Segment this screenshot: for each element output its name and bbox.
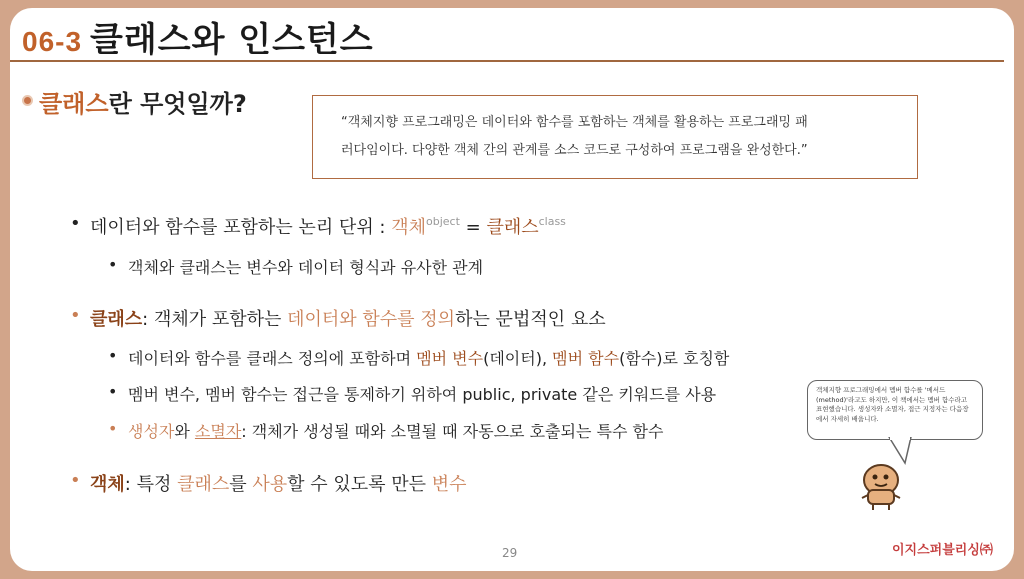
bullet-dot: • (70, 470, 81, 491)
note-speech-bubble (807, 380, 983, 440)
text: (함수)로 호칭함 (619, 349, 730, 368)
bullet-constructor-destructor (108, 419, 664, 442)
class-term: 클래스 (486, 217, 539, 238)
text: 멤버 변수, 멤버 함수는 접근을 통제하기 위하여 public, private 같은 키워드를 사용 (128, 385, 717, 404)
bullet-icon (22, 95, 33, 106)
text: : 객체가 포함하는 (142, 309, 288, 330)
destructor-term: 소멸자 (194, 422, 242, 441)
class-term: 클래스 (90, 309, 143, 330)
slide-title (22, 12, 374, 61)
class-sup: class (538, 215, 566, 228)
question-text: 란 무엇일까? (108, 90, 247, 118)
bullet-dot: • (108, 419, 118, 438)
text: 데이터와 함수를 클래스 정의에 포함하며 (128, 349, 417, 368)
text: 하는 문법적인 요소 (455, 309, 606, 330)
bullet-object-class-relation (108, 255, 484, 278)
title-divider (10, 60, 1004, 62)
text: 를 (229, 474, 253, 495)
bullet-object-definition (70, 470, 467, 496)
page-number: 29 (502, 546, 518, 560)
text: 와 (174, 422, 195, 441)
bullet-dot: • (108, 382, 118, 401)
object-term: 객체 (90, 474, 125, 495)
section-title: 클래스와 인스턴스 (90, 20, 374, 60)
question-keyword: 클래스 (39, 90, 109, 118)
text: 할 수 있도록 만든 (287, 474, 432, 495)
object-sup: object (426, 215, 460, 228)
text: (데이터), (483, 349, 553, 368)
definition-quote-box (312, 95, 918, 179)
question-heading (22, 84, 247, 119)
note-text: 객체지향 프로그래밍에서 멤버 함수를 '메서드(method)'라고도 하지만, 이 책에서는 멤버 함수라고 표현했습니다. 생성자와 소멸자, 접근 지정자는 다음장에서 자세히 배웁니다. (816, 386, 969, 423)
text: : 특정 (124, 474, 178, 495)
bullet-access-keywords (108, 382, 717, 405)
constructor-term: 생성자 (128, 422, 175, 441)
text: : 객체가 생성될 때와 소멸될 때 자동으로 호출되는 특수 함수 (241, 422, 664, 441)
equals: = (459, 217, 487, 238)
mascot-character-icon (856, 462, 906, 512)
member-variable-term: 멤버 변수 (416, 349, 484, 368)
quote-line-2: 러다임이다. 다양한 객체 간의 관계를 소스 코드로 구성하여 프로그램을 완성한다.” (341, 143, 808, 158)
bullet-dot: • (70, 213, 81, 234)
bullet-dot: • (70, 305, 81, 326)
use-term: 사용 (252, 474, 288, 495)
bullet-members (108, 346, 730, 369)
highlight: 데이터와 함수를 정의 (287, 309, 456, 330)
bullet-class-definition (70, 305, 606, 331)
publisher-logo: 이지스퍼블리싱㈜ (892, 543, 993, 558)
text: 객체와 클래스는 변수와 데이터 형식과 유사한 관계 (128, 258, 484, 277)
quote-line-1: “객체지향 프로그래밍은 데이터와 함수를 포함하는 객체를 활용하는 프로그래밍 패 (341, 115, 808, 130)
bullet-dot: • (108, 346, 118, 365)
class-term: 클래스 (177, 474, 230, 495)
variable-term: 변수 (431, 474, 467, 495)
section-number: 06-3 (22, 26, 83, 57)
bullet-logic-unit (70, 213, 566, 239)
member-function-term: 멤버 함수 (552, 349, 620, 368)
text: 데이터와 함수를 포함하는 논리 단위 : (90, 217, 392, 238)
bullet-dot: • (108, 255, 118, 274)
object-term: 객체 (391, 217, 426, 238)
